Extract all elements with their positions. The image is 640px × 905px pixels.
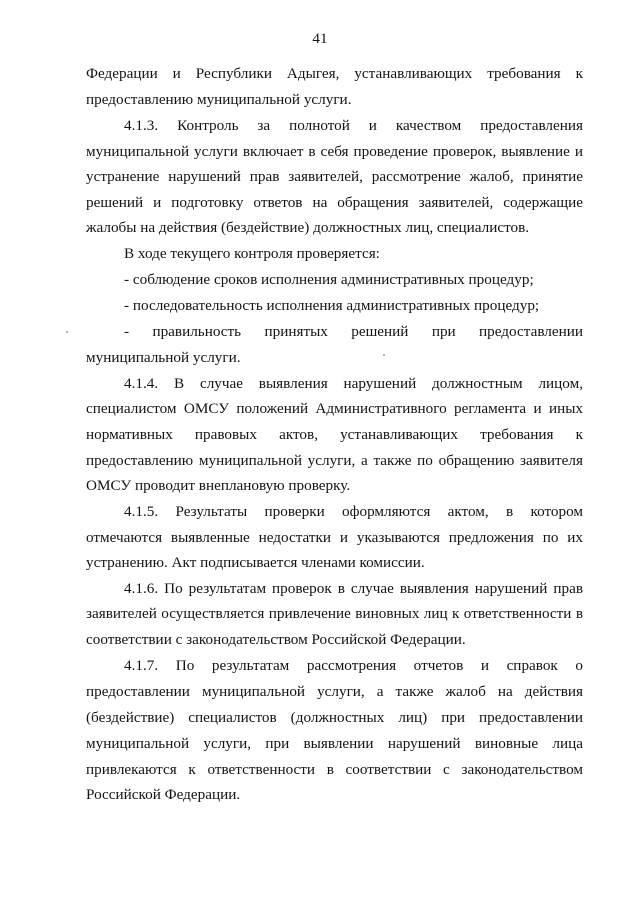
text-line: привлекаются к ответственности в соответствии с законодательством <box>86 761 583 778</box>
text-line: предоставлении муниципальной услуги, а также жалоб на действия <box>86 683 583 700</box>
text-line: ОМСУ проводит внеплановую проверку. <box>86 477 351 494</box>
text-line: устранению. Акт подписывается членами комиссии. <box>86 554 425 571</box>
list-item: - соблюдение сроков исполнения административных процедур; <box>124 271 534 288</box>
text-line: жалобы на действия (бездействие) должностных лиц, специалистов. <box>86 219 530 236</box>
list-item: - правильность принятых решений при предоставлении <box>124 323 583 340</box>
scan-speck <box>66 331 68 333</box>
text-line: Российской Федерации. <box>86 786 241 803</box>
text-line: Федерации и Республики Адыгея, устанавливающих требования к <box>86 65 583 82</box>
text-line: предоставлению муниципальной услуги. <box>86 91 352 108</box>
scan-speck <box>383 354 385 356</box>
text-line: муниципальной услуги. <box>86 349 241 366</box>
text-line: муниципальной услуги, при выявлении нарушений виновные лица <box>86 735 583 752</box>
paragraph-4-1-3-heading: 4.1.3. Контроль за полнотой и качеством предоставления <box>124 117 583 134</box>
text-line: заявителей осуществляется привлечение виновных лиц к ответственности в <box>86 605 583 622</box>
page-number: 41 <box>312 30 328 47</box>
text-line: муниципальной услуги включает в себя проведение проверок, выявление и <box>86 143 583 160</box>
text-line: нормативных правовых актов, устанавливающих требования к <box>86 426 583 443</box>
paragraph-4-1-6-heading: 4.1.6. По результатам проверок в случае выявления нарушений прав <box>124 580 583 597</box>
text-line: (бездействие) специалистов (должностных лиц) при предоставлении <box>86 709 583 726</box>
paragraph-4-1-5-heading: 4.1.5. Результаты проверки оформляются актом, в котором <box>124 503 583 520</box>
text-line: предоставлению муниципальной услуги, а также по обращению заявителя <box>86 452 583 469</box>
paragraph-4-1-7-heading: 4.1.7. По результатам рассмотрения отчетов и справок о <box>124 657 583 674</box>
text-line: В ходе текущего контроля проверяется: <box>124 245 380 262</box>
text-line: решений и подготовку ответов на обращения заявителей, содержащие <box>86 194 583 211</box>
text-line: соответствии с законодательством Российской Федерации. <box>86 631 466 648</box>
list-item: - последовательность исполнения административных процедур; <box>124 297 540 314</box>
paragraph-4-1-4-heading: 4.1.4. В случае выявления нарушений должностным лицом, <box>124 375 583 392</box>
text-line: специалистом ОМСУ положений Административного регламента и иных <box>86 400 583 417</box>
text-line: устранение нарушений прав заявителей, рассмотрение жалоб, принятие <box>86 168 583 185</box>
text-line: отмечаются выявленные недостатки и указываются предложения по их <box>86 529 583 546</box>
